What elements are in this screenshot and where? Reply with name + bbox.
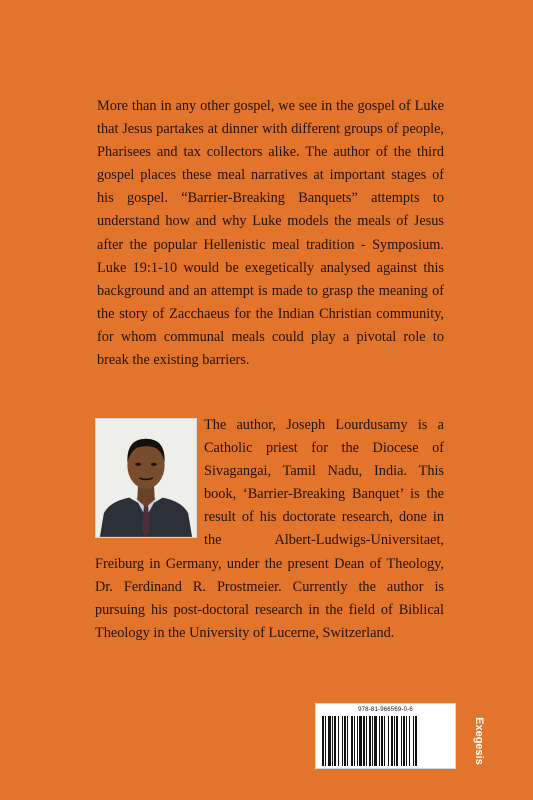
barcode-bar (409, 716, 410, 766)
barcode-bar (351, 716, 353, 766)
barcode-bar (342, 716, 343, 766)
barcode-bar (334, 716, 336, 766)
barcode-bars (322, 716, 450, 766)
author-bio: The author, Joseph Lourdusamy is a Catholic priest for the Diocese of Sivagangai, Tamil Nadu, India. This book, ‘Barrier-Breaking Banquet’ is the result of his doctorate research, done in the Albert-Ludwigs-Universitaet, Freiburg in Germany, under the present Dean of Theology, Dr. Ferdinand R. Prostmeier. Currently the author is pursuing his post-doctoral research in the field of Biblical Theology in the University of Lucerne, Switzerland. (95, 417, 444, 641)
barcode-bar (328, 716, 331, 766)
barcode-bar (403, 716, 405, 766)
barcode-bar (332, 716, 333, 766)
barcode-bar (396, 716, 398, 766)
book-blurb: More than in any other gospel, we see in the gospel of Luke that Jesus partakes at dinner with different groups of people, Pharisees and tax collectors alike. The author of the third gospel places these meal narratives at important stages of his gospel. “Barrier-Breaking Banquets” attempts to understand how and why Luke models the meals of Jesus after the popular Hellenistic meal tradition - Symposium. Luke 19:1-10 would be exegetically analysed against this background and an attempt is made to grasp the meaning of the story of Zacchaeus for the Indian Christian community, for whom communal meals could play a pivotal role to break the existing barriers. (97, 98, 444, 369)
author-section (95, 414, 444, 645)
barcode-bar (354, 716, 355, 766)
barcode-bar (372, 716, 373, 766)
isbn-barcode (315, 703, 456, 769)
barcode-bar (369, 716, 371, 766)
publisher-logo-text: Exegesis (473, 717, 485, 765)
barcode-bar (406, 716, 407, 766)
barcode-bar (359, 716, 362, 766)
barcode-bar (357, 716, 358, 766)
barcode-bar (344, 716, 346, 766)
author-photo-spacer (95, 414, 204, 542)
barcode-bar (363, 716, 365, 766)
barcode-bar (366, 716, 367, 766)
barcode-bar (413, 716, 414, 766)
barcode-bar (391, 716, 393, 766)
isbn-number: 978-81-966569-0-6 (358, 707, 413, 713)
barcode-bar (415, 716, 417, 766)
barcode-bar (379, 716, 380, 766)
barcode-bar (374, 716, 377, 766)
barcode-bar (394, 716, 395, 766)
barcode-bar (384, 716, 385, 766)
barcode-bar (338, 716, 339, 766)
barcode-bar (322, 716, 324, 766)
barcode-bar (401, 716, 402, 766)
barcode-bar (381, 716, 383, 766)
barcode-bar (388, 716, 389, 766)
barcode-bar (347, 716, 348, 766)
barcode-bar (325, 716, 326, 766)
